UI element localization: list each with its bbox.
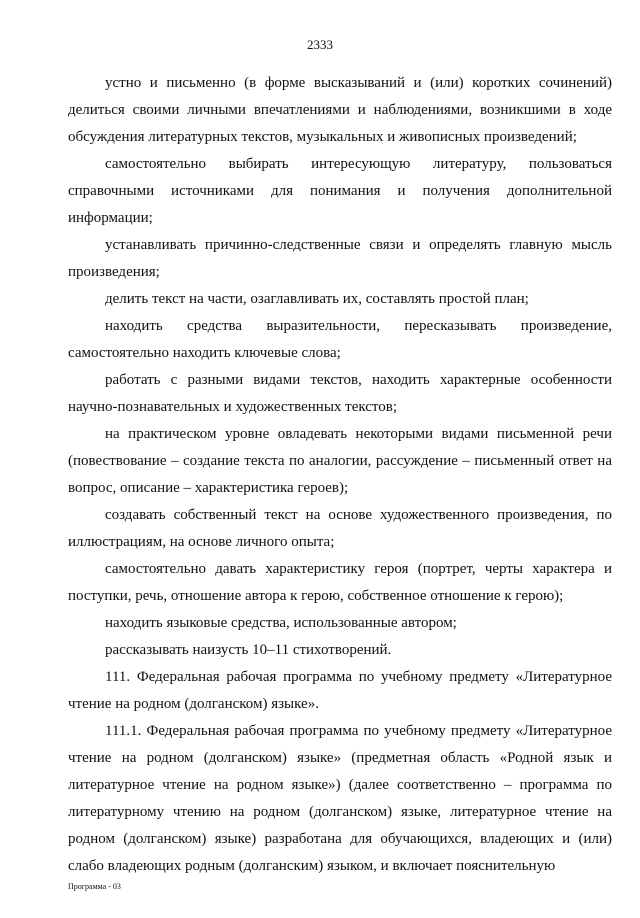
paragraph: на практическом уровне овладевать некоторыми видами письменной речи (повествование – создание текста по аналогии, рассуждение – письменный ответ на вопрос, описание – характеристика героев); [68, 426, 612, 496]
paragraph: устно и письменно (в форме высказываний и (или) коротких сочинений) делиться своими личными впечатлениями и наблюдениями, возникшими в ходе обсуждения литературных текстов, музыкальных и живописных произведений; [68, 75, 612, 145]
paragraph: находить средства выразительности, пересказывать произведение, самостоятельно находить ключевые слова; [68, 318, 612, 361]
subsection-paragraph: 111.1. Федеральная рабочая программа по учебному предмету «Литературное чтение на родном (долганском) языке» (предметная область «Родной язык и литературное чтение на родном языке») (далее соответственно – программа по литературному чтению на родном (долганском) языке, литературное чтение на родном (долганском) языке) разработана для обучающихся, владеющих и (или) слабо владеющих родным (долганским) языком, и включает пояснительную [68, 723, 612, 874]
paragraph: работать с разными видами текстов, находить характерные особенности научно-познавательных и художественных текстов; [68, 372, 612, 415]
document-body [68, 70, 612, 880]
paragraph: создавать собственный текст на основе художественного произведения, по иллюстрациям, на основе личного опыта; [68, 507, 612, 550]
paragraph: находить языковые средства, использованные автором; [105, 615, 457, 631]
footer-label: Программа - 03 [68, 882, 121, 891]
section-heading-paragraph: 111. Федеральная рабочая программа по учебному предмету «Литературное чтение на родном (долганском) языке». [68, 669, 612, 712]
paragraph: делить текст на части, озаглавливать их, составлять простой план; [105, 291, 529, 307]
paragraph: самостоятельно выбирать интересующую литературу, пользоваться справочными источниками для понимания и получения дополнительной информации; [68, 156, 612, 226]
paragraph: устанавливать причинно-следственные связи и определять главную мысль произведения; [68, 237, 612, 280]
paragraph: самостоятельно давать характеристику героя (портрет, черты характера и поступки, речь, отношение автора к герою, собственное отношение к герою); [68, 561, 612, 604]
page-number: 2333 [307, 37, 333, 52]
paragraph: рассказывать наизусть 10–11 стихотворений. [105, 642, 392, 658]
